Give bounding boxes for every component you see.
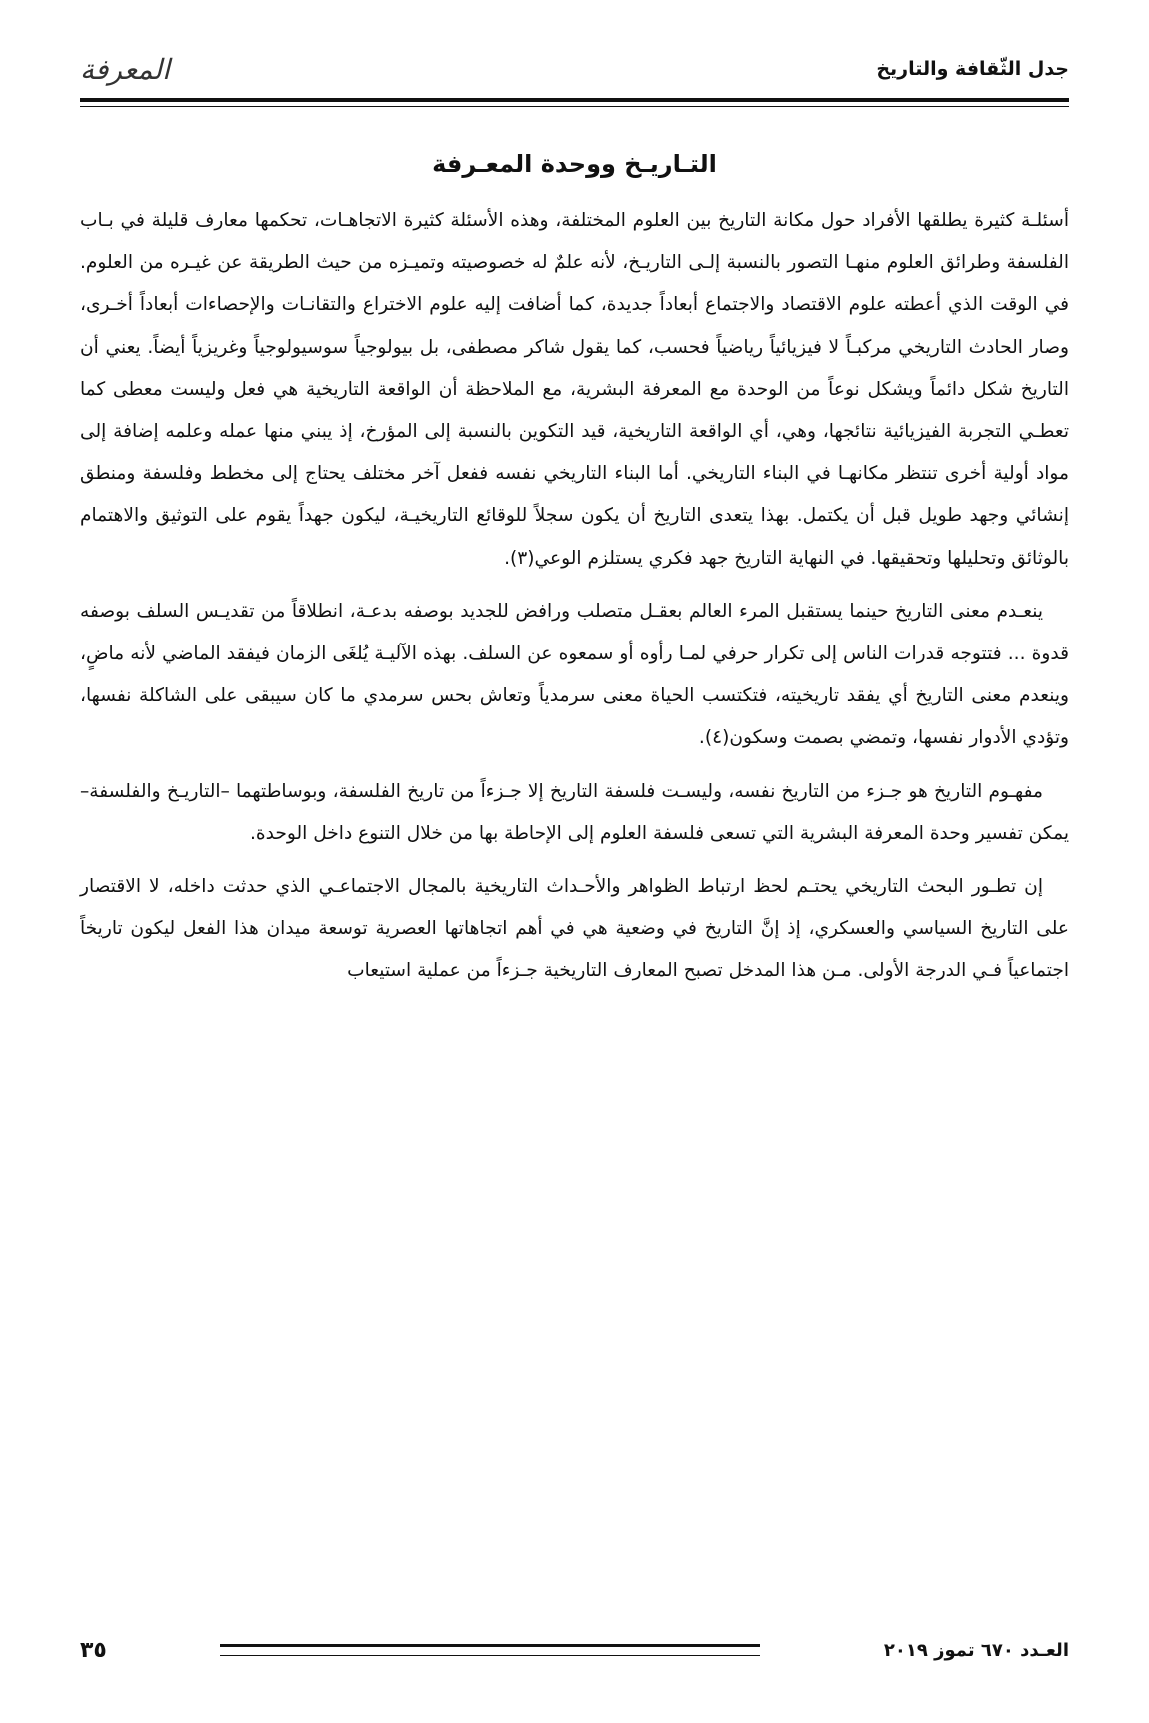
running-title: جدل الثّقافة والتاريخ <box>876 58 1069 80</box>
article-body <box>80 200 1069 1004</box>
section-title: التـاريـخ ووحدة المعـرفة <box>432 150 717 178</box>
footer-rule <box>220 1644 760 1656</box>
paragraph-2: ينعـدم معنى التاريخ حينما يستقبل المرء العالم بعقـل متصلب ورافض للجديد بوصفه بدعـة، انطلاقاً من تقديـس السلف بوصفه قدوة ... فتتوجه قدرات الناس إلى تكرار حرفي لمـا رأوه أو سمعوه عن السلف. بهذه الآليـة يُلغَى الزمان فيفقد الماضي لأنه ماضٍ، وينعدم معنى التاريخ أي يفقد تاريخيته، فتكتسب الحياة معنى سرمدياً وتعاش بحس سرمدي ما كان سيبقى على الشاكلة نفسها، وتؤدي الأدوار نفسها، وتمضي بصمت وسكون(٤). <box>80 600 1069 749</box>
issue-info: العـدد ٦٧٠ تموز ٢٠١٩ <box>883 1639 1069 1661</box>
paragraph-1: أسئلـة كثيرة يطلقها الأفراد حول مكانة التاريخ بين العلوم المختلفة، وهذه الأسئلة كثيرة الاتجاهـات، تحكمها معارف قليلة في بـاب الفلسفة وطرائق العلوم منهـا التصور بالنسبة إلـى التاريـخ، لأنه علمٌ له خصوصيته وتميـزه من حيث الطريقة عن غيـره من العلوم. في الوقت الذي أعطته علوم الاقتصاد والاجتماع أبعاداً جديدة، كما أضافت إليه علوم الاختراع والتقانـات والإحصاءات أبعاداً أخـرى، وصار الحادث التاريخي مركبـاً لا فيزيائياً رياضياً فحسب، كما يقول شاكر مصطفى، بل بيولوجياً سوسيولوجياً وغريزياً أيضاً. يعني أن التاريخ شكل دائماً ويشكل نوعاً من الوحدة مع المعرفة البشرية، مع الملاحظة أن الواقعة التاريخية هي فعل وليست معطى كما تعطـي التجربة الفيزيائية نتائجها، وهي، أي الواقعة التاريخية، قيد التكوين بالنسبة إلى المؤرخ، إذ يبني منها عمله وعلمه إضافة إلى مواد أولية أخرى تنتظر مكانهـا في البناء التاريخي. أما البناء التاريخي نفسه ففعل آخر مختلف يحتاج إلى مخطط وفلسفة ومنطق إنشائي وجهد طويل قبل أن يكتمل. بهذا يتعدى التاريخ أن يكون سجلاً للوقائع التاريخيـة، ليكون جهداً يقوم على التوثيق والاهتمام بالوثائق وتحليلها وتحقيقها. في النهاية التاريخ جهد فكري يستلزم الوعي(٣). <box>80 210 1069 569</box>
header-rule-thin <box>80 106 1069 107</box>
paragraph-3: مفهـوم التاريخ هو جـزء من التاريخ نفسه، وليسـت فلسفة التاريخ إلا جـزءاً من تاريخ الفلسفة، وبوساطتهما –التاريـخ والفلسفة– يمكن تفسير وحدة المعرفة البشرية التي تسعى فلسفة العلوم إلى الإحاطة بها من خلال التنوع داخل الوحدة. <box>80 780 1069 844</box>
page-header <box>80 44 1069 94</box>
journal-logo: المعرفة <box>80 52 170 86</box>
page-footer <box>80 1630 1069 1670</box>
header-rule-thick <box>80 98 1069 102</box>
paragraph-4: إن تطـور البحث التاريخي يحتـم لحظ ارتباط الظواهر والأحـداث التاريخية بالمجال الاجتماعـي الذي حدثت داخله، لا الاقتصار على التاريخ السياسي والعسكري، إذ إنَّ التاريخ في وضعية هي في أهم اتجاهاتها العصرية توسعة ميدان هذا الفعل ليكون تاريخاً اجتماعياً فـي الدرجة الأولى. مـن هذا المدخل تصبح المعارف التاريخية جـزءاً من عملية استيعاب <box>80 876 1069 982</box>
page-number: ٣٥ <box>80 1637 107 1663</box>
